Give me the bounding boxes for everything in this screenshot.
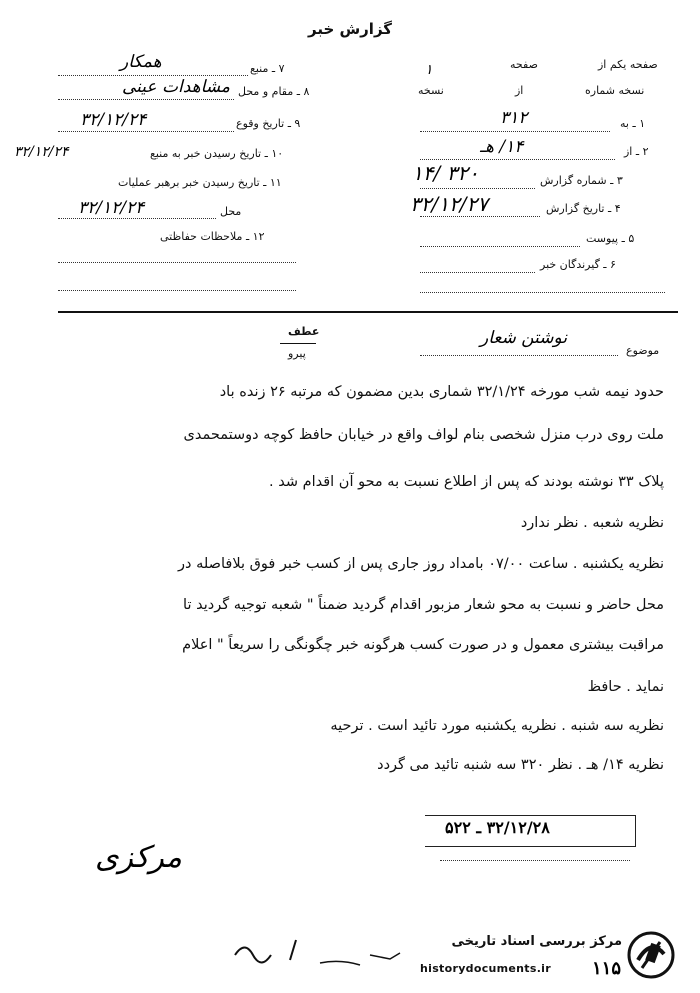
dotted-line [440, 860, 630, 861]
subject-value: نوشتن شعار [480, 328, 568, 348]
reference-divider [280, 343, 316, 344]
dotted-line [420, 216, 540, 217]
archive-name: مرکز بررسی اسناد تاریخی [451, 934, 622, 949]
page-label: صفحه [510, 58, 538, 71]
from-value: ۱۴/ هـ [480, 137, 524, 157]
location-value: ۳۲/۱۲/۲۴ [78, 198, 145, 218]
copies-label: نسخه [418, 84, 444, 97]
dotted-line [420, 292, 665, 293]
dotted-line [58, 99, 234, 100]
dotted-line [420, 272, 535, 273]
dotted-line [420, 131, 610, 132]
source-receipt-date-label: ۱۰ ـ تاریخ رسیدن خبر به منبع [150, 147, 284, 160]
to-value: ۳۱۲ [500, 108, 528, 128]
report-date-label: ۴ ـ تاریخ گزارش [546, 202, 621, 215]
occurrence-date-label: ۹ ـ تاریخ وقوع [236, 117, 301, 130]
report-date-value: ۳۲/۱۲/۲۷ [410, 192, 488, 216]
dotted-line [58, 75, 248, 76]
body-line: حدود نیمه شب مورخه ۳۲/۱/۲۴ شماری بدین مضمون که مرتبه ۲۶ زنده باد [219, 384, 664, 400]
source-receipt-date-value: ۳۲/۱۲/۲۴ [14, 144, 69, 160]
reference-label: عطف [288, 325, 320, 338]
position-label: ۸ ـ مقام و محل [238, 85, 310, 98]
body-line: نظریه ۱۴/ هـ . نظر ۳۲۰ سه شنبه تائید می گردد [377, 757, 664, 773]
operations-receipt-date-label: ۱۱ ـ تاریخ رسیدن خبر برهبر عملیات [118, 176, 282, 189]
dotted-line [58, 262, 296, 263]
source-label: ۷ ـ منبع [250, 62, 285, 75]
signature: مرکزی [95, 840, 182, 875]
body-line: پلاک ۳۳ نوشته بودند که پس از اطلاع نسبت به محو آن اقدام شد . [269, 474, 664, 490]
dotted-line [420, 246, 580, 247]
body-line: نظریه شعبه . نظر ندارد [520, 515, 664, 531]
footer-number: ۱۱۵ [592, 958, 622, 979]
dotted-line [420, 188, 535, 189]
subject-label: موضوع [626, 344, 660, 357]
body-line: محل حاضر و نسبت به محو شعار مزبور اقدام گردید ضمناً " شعبه توجیه گردید تا [183, 597, 664, 613]
report-number-label: ۳ ـ شماره گزارش [540, 174, 623, 187]
stamp-value: ۳۲/۱۲/۲۸ ـ ۵۲۲ [445, 818, 550, 837]
source-value: همکار [120, 52, 162, 72]
page-of-label: صفحه یکم از [598, 58, 658, 71]
of-label: از [515, 84, 524, 97]
header-separator [58, 311, 678, 313]
dotted-line [420, 355, 618, 356]
document-title: گزارش خبر [307, 20, 393, 38]
archive-url: historydocuments.ir [420, 962, 551, 975]
recipients-label: ۶ ـ گیرندگان خبر [540, 258, 616, 271]
occurrence-date-value: ۳۲/۱۲/۲۴ [80, 110, 147, 130]
copy-number-value: ۱ [425, 62, 433, 78]
from-label: ۲ ـ از [624, 145, 649, 158]
dotted-line [58, 131, 234, 132]
archive-watermark [410, 928, 680, 988]
position-value: مشاهدات عینی [122, 77, 231, 97]
body-line: نماید . حافظ [587, 679, 664, 695]
body-line: نظریه سه شنبه . نظریه یکشنبه مورد تائید است . ترحیه [330, 718, 664, 734]
body-line: مراقبت بیشتری معمول و در صورت کسب هرگونه خبر چگونگی را سریعاً " اعلام [182, 637, 664, 653]
archive-logo-icon [626, 930, 676, 980]
attachment-label: ۵ ـ پیوست [586, 232, 635, 245]
dotted-line [58, 290, 296, 291]
report-number-value: ۱۴/ ۳۲۰ [412, 161, 479, 185]
body-line: ملت روی درب منزل شخصی بنام لواف واقع در خیابان حافظ کوچه دوستمحمدی [183, 427, 664, 443]
to-label: ۱ ـ به [620, 117, 646, 130]
follow-up-label: پیرو [288, 347, 306, 360]
location-label: محل [220, 205, 242, 218]
security-notes-label: ۱۲ ـ ملاحظات حفاظتی [160, 230, 265, 243]
body-line: نظریه یکشنبه . ساعت ۰۷/۰۰ بامداد روز جاری پس از کسب خبر فوق بلافاصله در [178, 556, 664, 572]
dotted-line [58, 218, 216, 219]
dotted-line [420, 159, 615, 160]
copy-number-label: نسخه شماره [585, 84, 645, 97]
footer-scribble-icon [230, 925, 430, 975]
